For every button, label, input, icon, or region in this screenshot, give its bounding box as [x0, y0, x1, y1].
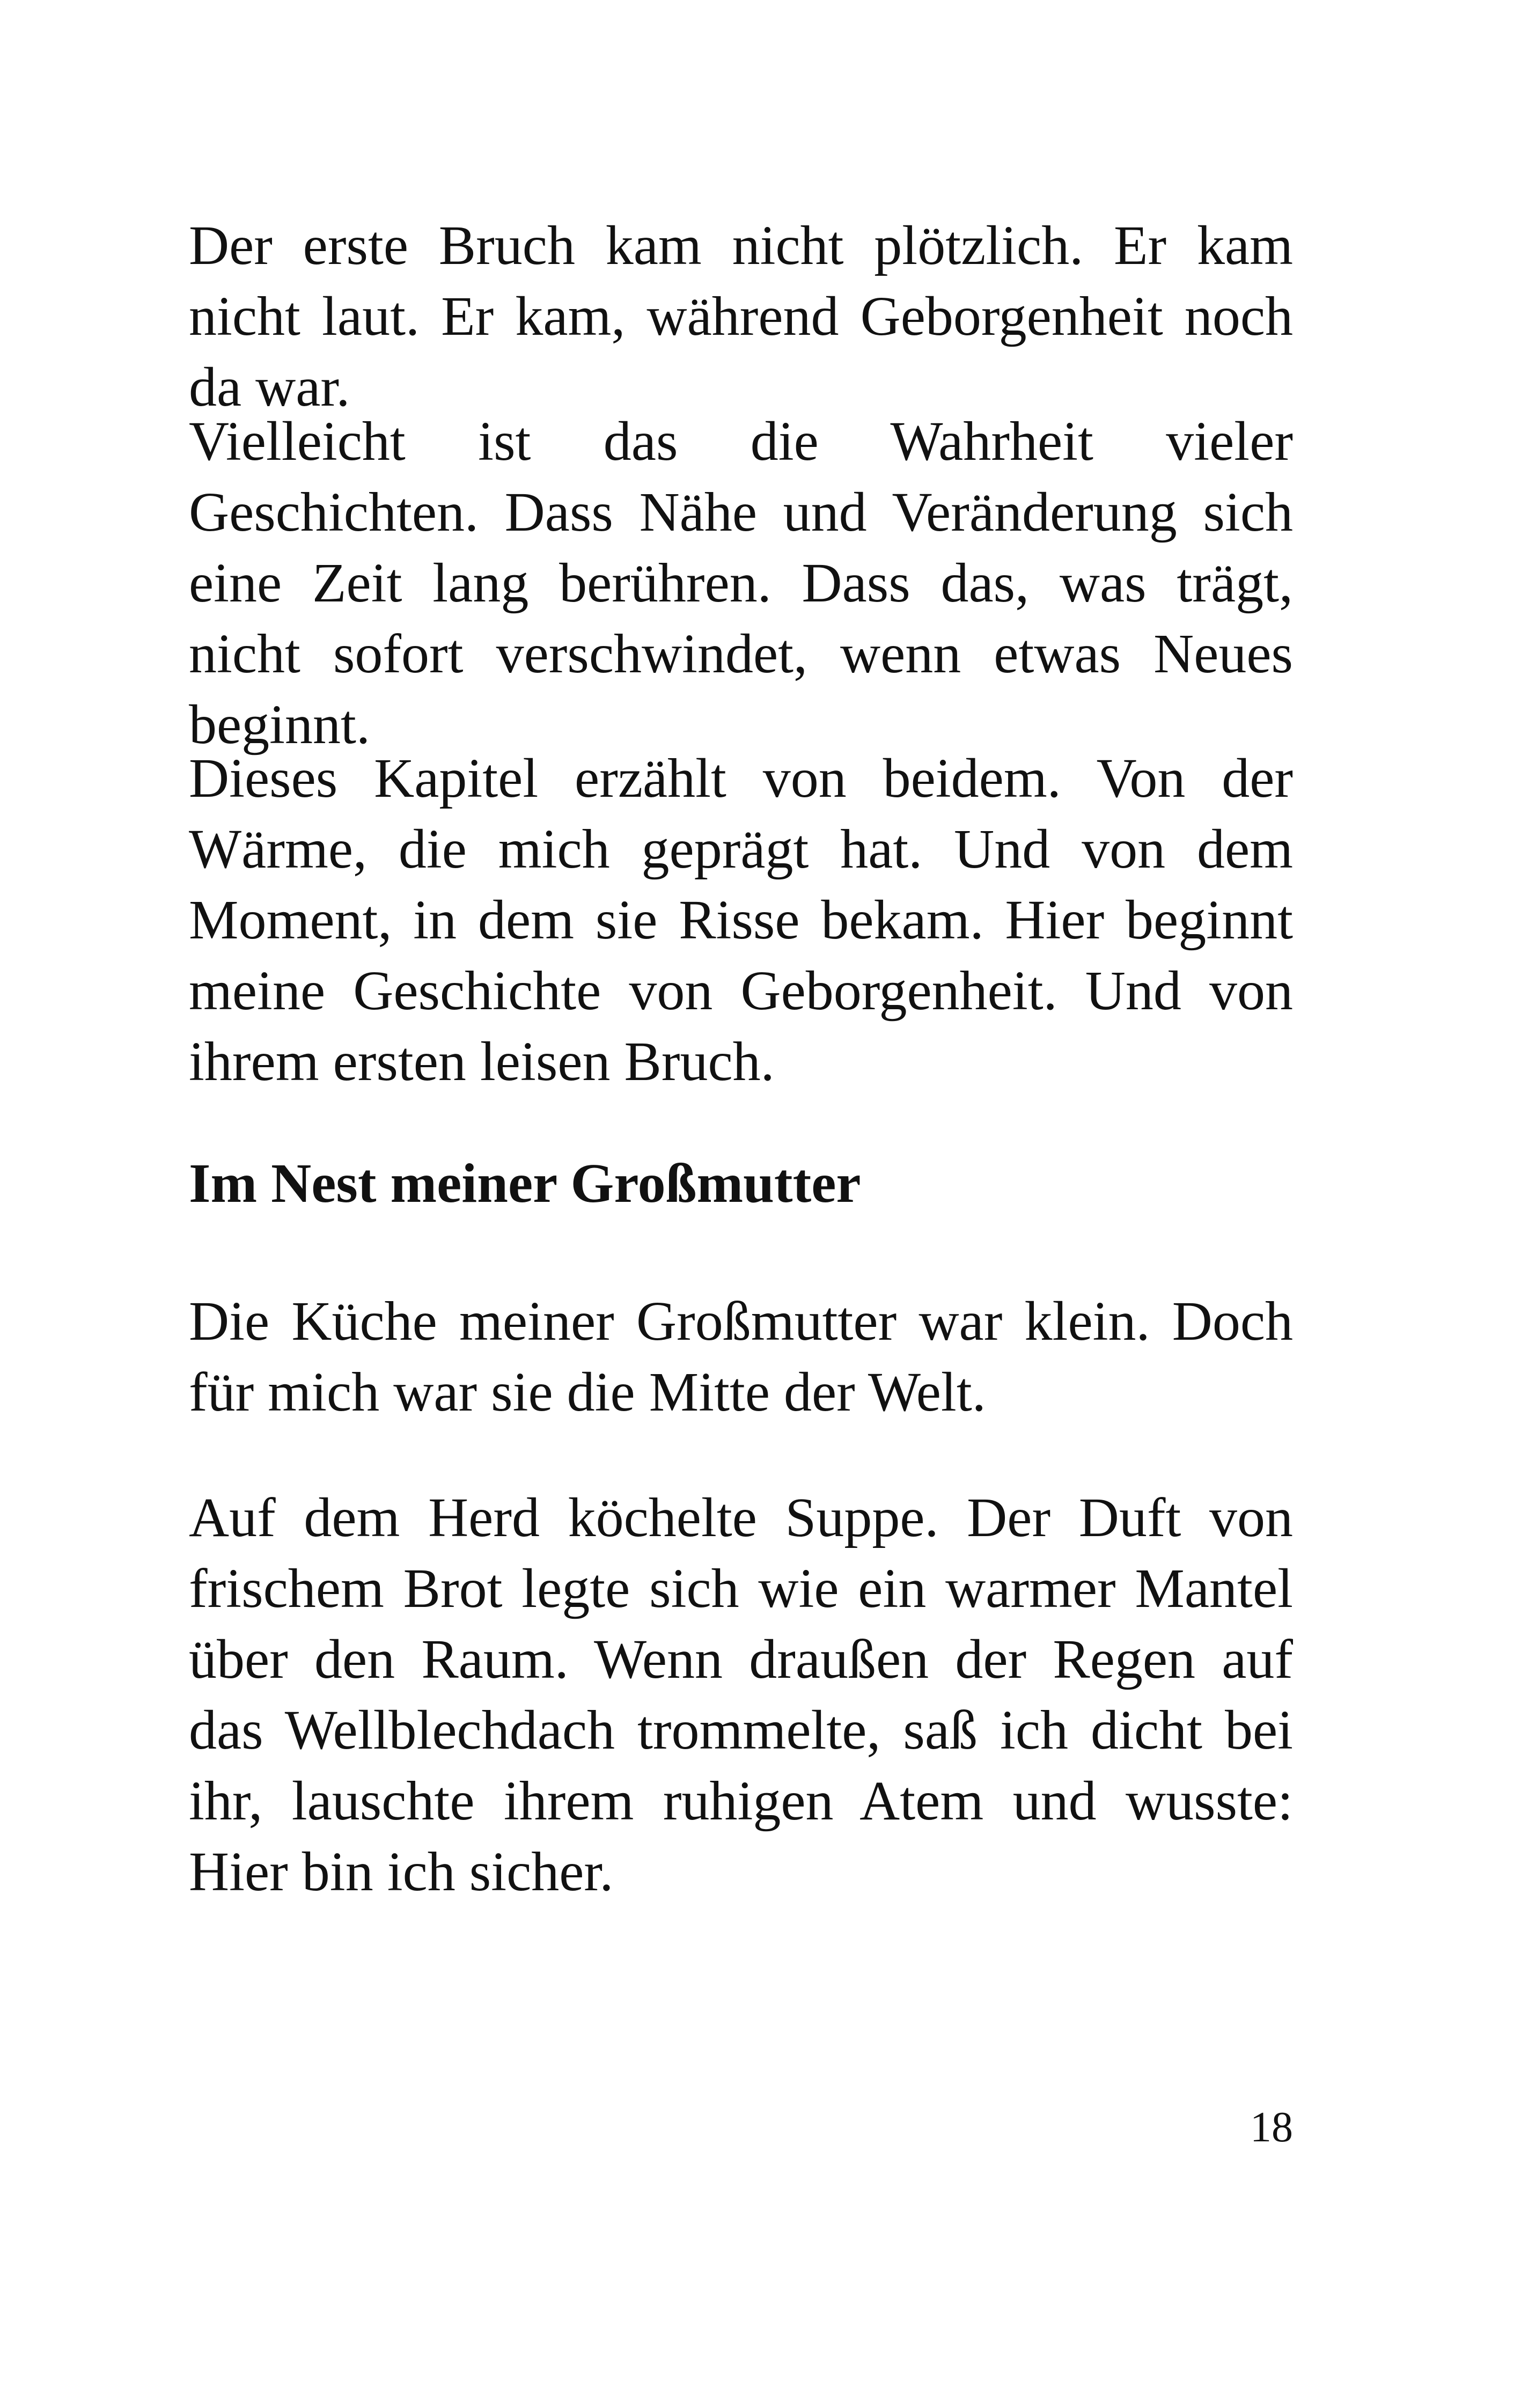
paragraph-truth-of-stories: Vielleicht ist das die Wahrheit vieler Geschichten. Dass Nähe und Veränderung sich eine Zeit lang berühren. Dass das, was trägt, nicht sofort verschwindet, wenn etwas Neues beginnt.	[189, 410, 1293, 755]
page-number: 18	[1250, 2104, 1293, 2151]
section-heading: Im Nest meiner Großmutter	[189, 1152, 861, 1214]
paragraph-chapter-intro: Dieses Kapitel erzählt von beidem. Von der Wärme, die mich geprägt hat. Und von dem Moment, in dem sie Risse bekam. Hier beginnt meine Geschichte von Geborgenheit. Und von ihrem ersten leisen Bruch.	[189, 747, 1293, 1092]
paragraph-first-break: Der erste Bruch kam nicht plötzlich. Er kam nicht laut. Er kam, während Geborgenheit noch da war.	[189, 215, 1293, 418]
paragraph-soup-and-rain: Auf dem Herd köchelte Suppe. Der Duft von frischem Brot legte sich wie ein warmer Mantel über den Raum. Wenn draußen der Regen auf das Wellblechdach trommelte, saß ich dicht bei ihr, lauschte ihrem ruhigen Atem und wusste: Hier bin ich sicher.	[189, 1487, 1293, 1903]
paragraph-kitchen: Die Küche meiner Großmutter war klein. Doch für mich war sie die Mitte der Welt.	[189, 1290, 1293, 1423]
